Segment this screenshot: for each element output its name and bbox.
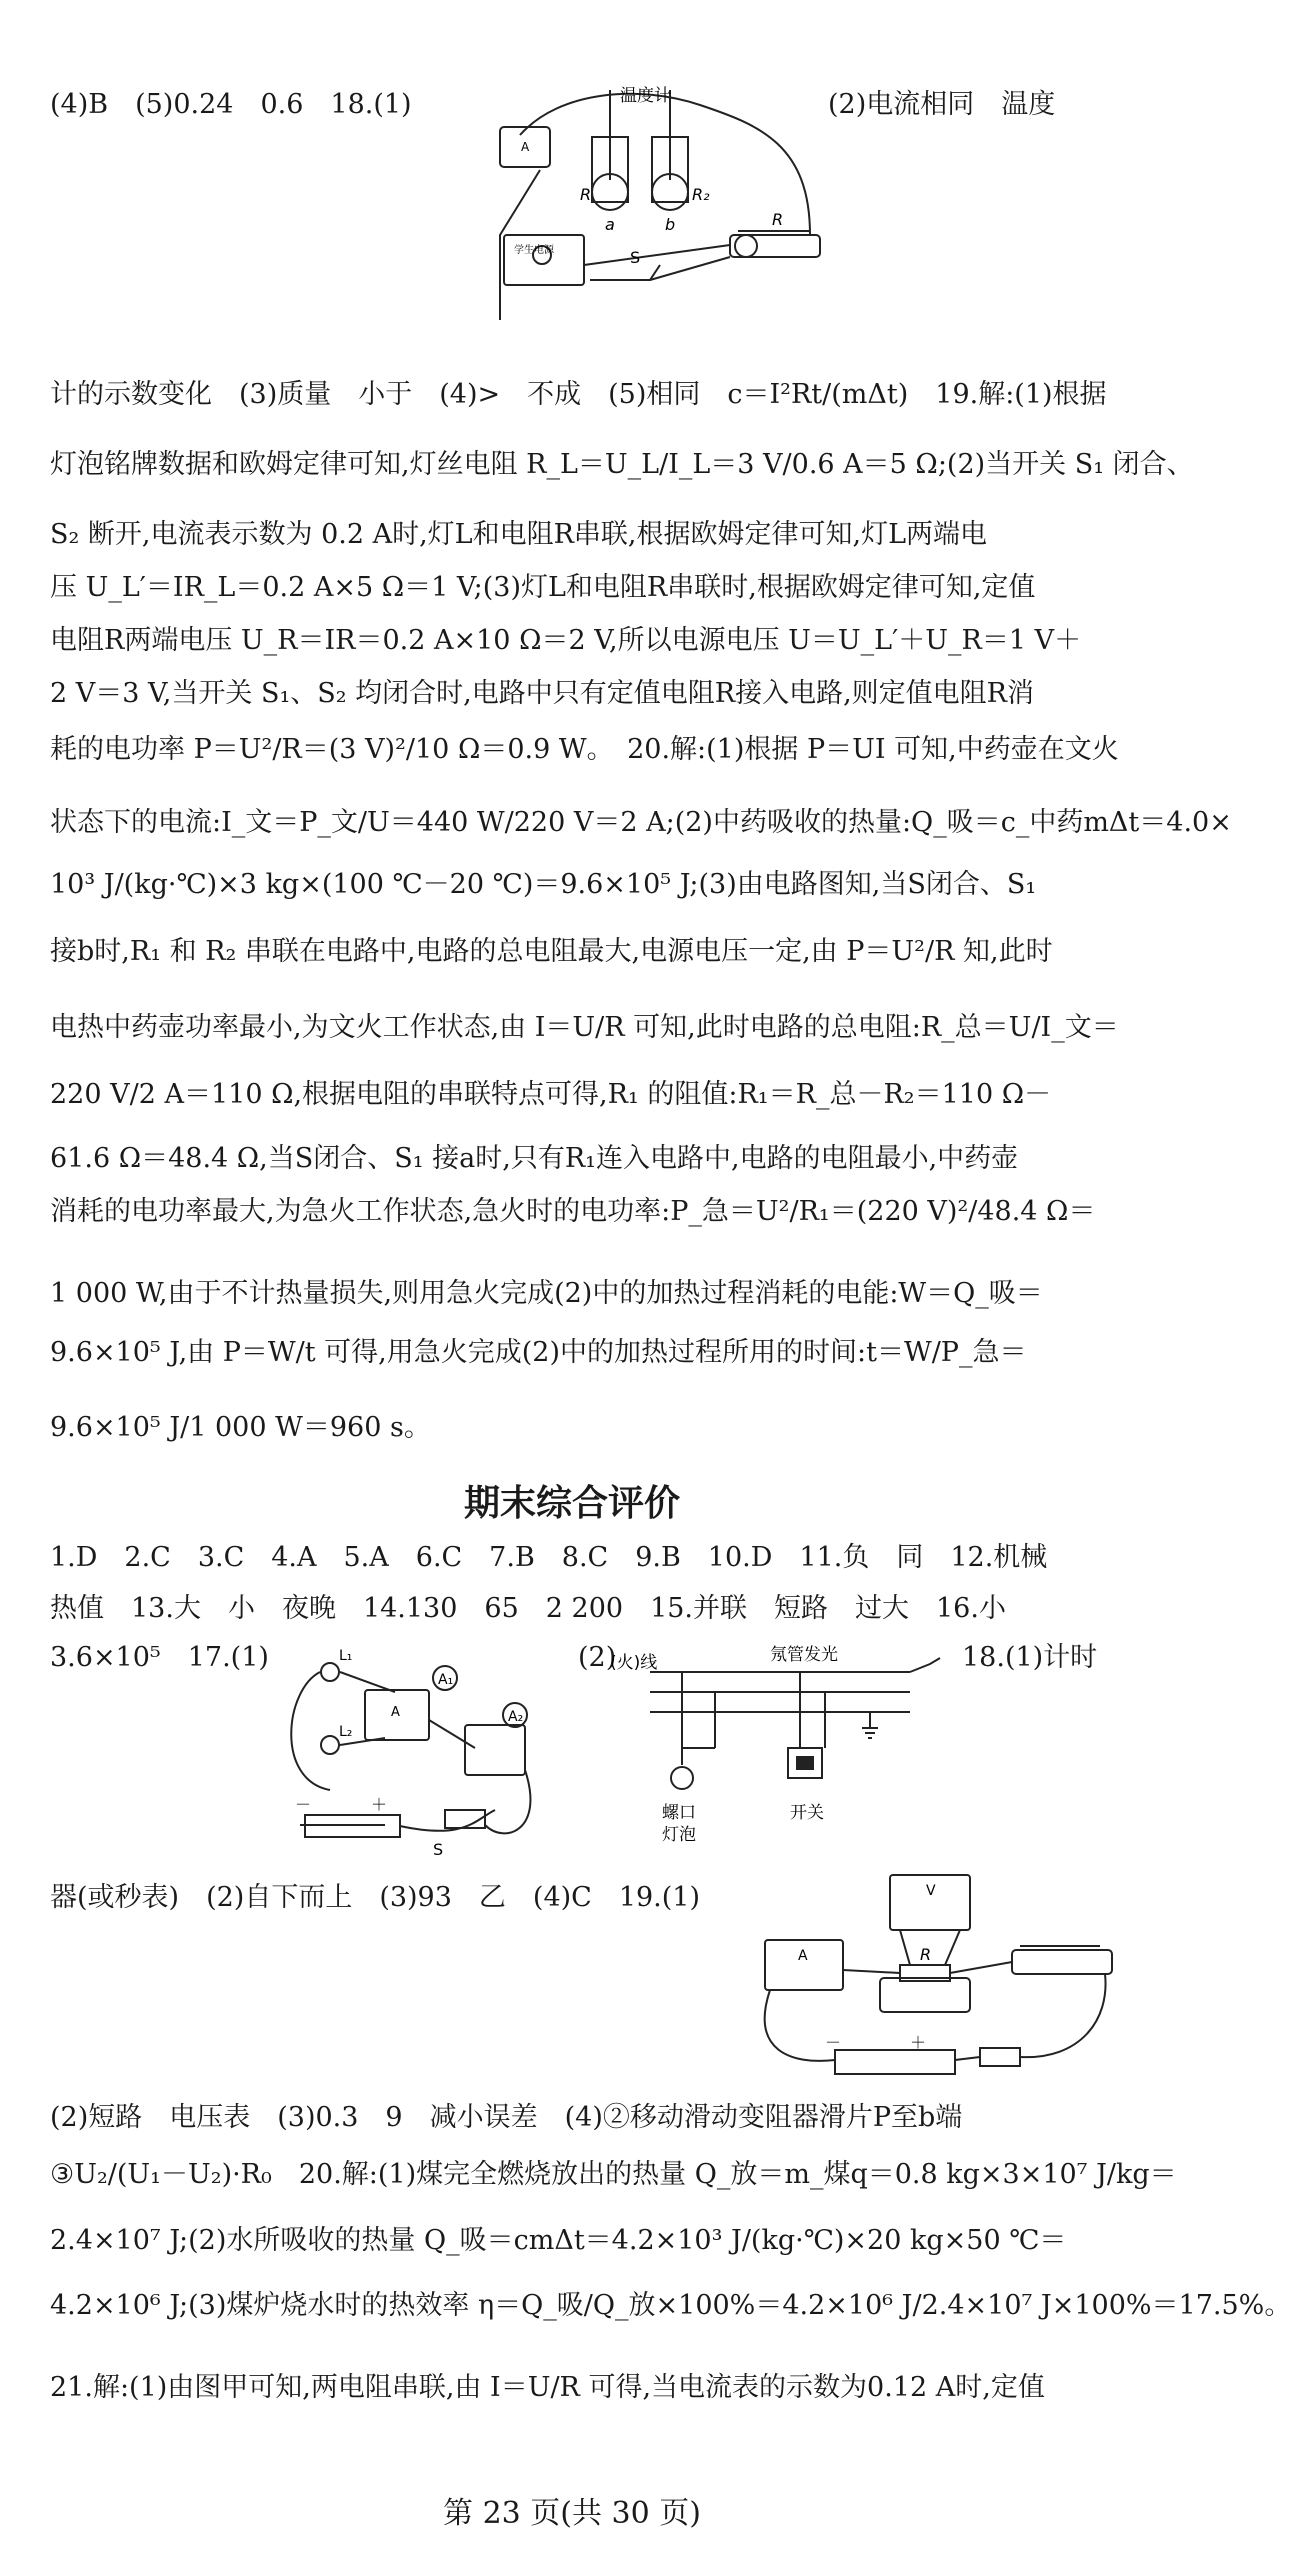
page-footer: 第 23 页(共 30 页) <box>443 2496 701 2531</box>
svg-text:A: A <box>391 1705 400 1720</box>
svg-text:螺口: 螺口 <box>662 1803 696 1823</box>
text-line: 热值 13.大 小 夜晚 14.130 65 2 200 15.并联 短路 过大 16.小 <box>50 1593 1006 1624</box>
svg-text:R₂: R₂ <box>692 185 710 204</box>
section-title: 期末综合评价 <box>463 1483 680 1524</box>
answer-17-2-label: (2) <box>578 1642 617 1673</box>
svg-text:－: － <box>295 1795 312 1814</box>
svg-text:(火)线: (火)线 <box>610 1653 658 1673</box>
text-line: 3.6×10⁵ 17.(1) <box>50 1642 269 1673</box>
svg-text:A₂: A₂ <box>508 1709 524 1725</box>
resistance-measurement-circuit <box>750 1870 1130 2090</box>
text-line: 10³ J/(kg·℃)×3 kg×(100 ℃－20 ℃)＝9.6×10⁵ J;(3)由电路图知,当S闭合、S₁ <box>50 869 1037 900</box>
text-line: 器(或秒表) (2)自下而上 (3)93 乙 (4)C 19.(1) <box>50 1882 701 1913</box>
svg-text:S: S <box>630 248 641 267</box>
text-line: 9.6×10⁵ J,由 P＝W/t 可得,用急火完成(2)中的加热过程所用的时间:t＝W/P_急＝ <box>50 1337 1027 1368</box>
text-line: 耗的电功率 P＝U²/R＝(3 V)²/10 Ω＝0.9 W。 20.解:(1)根据 P＝UI 可知,中药壶在文火 <box>50 734 1119 765</box>
text-line: 电热中药壶功率最小,为文火工作状态,由 I＝U/R 可知,此时电路的总电阻:R_总＝U/I_文＝ <box>50 1012 1119 1043</box>
text-line: 2 V＝3 V,当开关 S₁、S₂ 均闭合时,电路中只有定值电阻R接入电路,则定值电阻R消 <box>50 678 1035 709</box>
text-line: 1.D 2.C 3.C 4.A 5.A 6.C 7.B 8.C 9.B 10.D 11.负 同 12.机械 <box>50 1542 1048 1573</box>
text-line: ③U₂/(U₁－U₂)·R₀ 20.解:(1)煤完全燃烧放出的热量 Q_放＝m_煤q＝0.8 kg×3×10⁷ J/kg＝ <box>50 2159 1177 2190</box>
svg-text:L₂: L₂ <box>339 1724 353 1740</box>
text-line: 61.6 Ω＝48.4 Ω,当S闭合、S₁ 接a时,只有R₁连入电路中,电路的电阻最小,中药壶 <box>50 1143 1019 1174</box>
text-line: 电阻R两端电压 U_R＝IR＝0.2 A×10 Ω＝2 V,所以电源电压 U＝U_L′＋U_R＝1 V＋ <box>50 625 1082 656</box>
text-line: 接b时,R₁ 和 R₂ 串联在电路中,电路的总电阻最大,电源电压一定,由 P＝U²/R 知,此时 <box>50 936 1053 967</box>
text-line: (2)短路 电压表 (3)0.3 9 减小误差 (4)②移动滑动变阻器滑片P至b端 <box>50 2102 963 2133</box>
svg-text:A: A <box>521 140 530 154</box>
svg-text:S: S <box>433 1840 444 1859</box>
svg-text:A: A <box>798 1948 808 1964</box>
text-line: 9.6×10⁵ J/1 000 W＝960 s。 <box>50 1412 431 1443</box>
text-line: 压 U_L′＝IR_L＝0.2 A×5 Ω＝1 V;(3)灯L和电阻R串联时,根据欧姆定律可知,定值 <box>50 572 1036 603</box>
svg-text:L₁: L₁ <box>339 1648 353 1664</box>
svg-text:＋: ＋ <box>371 1795 388 1814</box>
text-line: S₂ 断开,电流表示数为 0.2 A时,灯L和电阻R串联,根据欧姆定律可知,灯L两端电 <box>50 519 988 550</box>
svg-text:学生电源: 学生电源 <box>514 245 554 256</box>
svg-text:R: R <box>920 1945 932 1964</box>
text-line: (4)B (5)0.24 0.6 18.(1) <box>50 89 412 120</box>
text-line: 4.2×10⁶ J;(3)煤炉烧水时的热效率 η＝Q_吸/Q_放×100%＝4.2×10⁶ J/2.4×10⁷ J×100%＝17.5%。 <box>50 2290 1291 2321</box>
text-line: 消耗的电功率最大,为急火工作状态,急火时的电功率:P_急＝U²/R₁＝(220 V)²/48.4 Ω＝ <box>50 1196 1096 1227</box>
thermometer-label: 温度计 <box>620 86 671 106</box>
svg-text:R: R <box>772 210 784 229</box>
svg-text:氖管发光: 氖管发光 <box>770 1645 838 1665</box>
text-line: 灯泡铭牌数据和欧姆定律可知,灯丝电阻 R_L＝U_L/I_L＝3 V/0.6 A＝5 Ω;(2)当开关 S₁ 闭合、 <box>50 449 1194 480</box>
text-line: 2.4×10⁷ J;(2)水所吸收的热量 Q_吸＝cmΔt＝4.2×10³ J/(kg·℃)×20 kg×50 ℃＝ <box>50 2225 1067 2256</box>
text-line: 计的示数变化 (3)质量 小于 (4)> 不成 (5)相同 c＝I²Rt/(mΔt) 19.解:(1)根据 <box>50 379 1107 410</box>
answer-18-2: (2)电流相同 温度 <box>828 89 1056 120</box>
joule-heat-diagram <box>480 85 840 325</box>
svg-text:b: b <box>665 215 676 234</box>
text-line: 220 V/2 A＝110 Ω,根据电阻的串联特点可得,R₁ 的阻值:R₁＝R_总－R₂＝110 Ω－ <box>50 1079 1052 1110</box>
svg-text:开关: 开关 <box>790 1803 824 1823</box>
svg-text:灯泡: 灯泡 <box>662 1825 696 1845</box>
svg-text:＋: ＋ <box>910 2033 927 2052</box>
svg-text:a: a <box>605 215 615 234</box>
answer-18-1: 18.(1)计时 <box>962 1642 1098 1673</box>
parallel-lamp-circuit <box>275 1630 545 1865</box>
svg-text:－: － <box>825 2033 842 2052</box>
text-line: 1 000 W,由于不计热量损失,则用急火完成(2)中的加热过程消耗的电能:W＝Q_吸＝ <box>50 1278 1043 1309</box>
svg-text:R: R <box>580 185 592 204</box>
svg-text:V: V <box>926 1883 936 1899</box>
text-line: 状态下的电流:I_文＝P_文/U＝440 W/220 V＝2 A;(2)中药吸收的热量:Q_吸＝c_中药mΔt＝4.0× <box>50 807 1232 838</box>
household-wiring-diagram <box>610 1630 950 1850</box>
svg-text:A₁: A₁ <box>438 1672 454 1688</box>
text-line: 21.解:(1)由图甲可知,两电阻串联,由 I＝U/R 可得,当电流表的示数为0.12 A时,定值 <box>50 2372 1045 2403</box>
